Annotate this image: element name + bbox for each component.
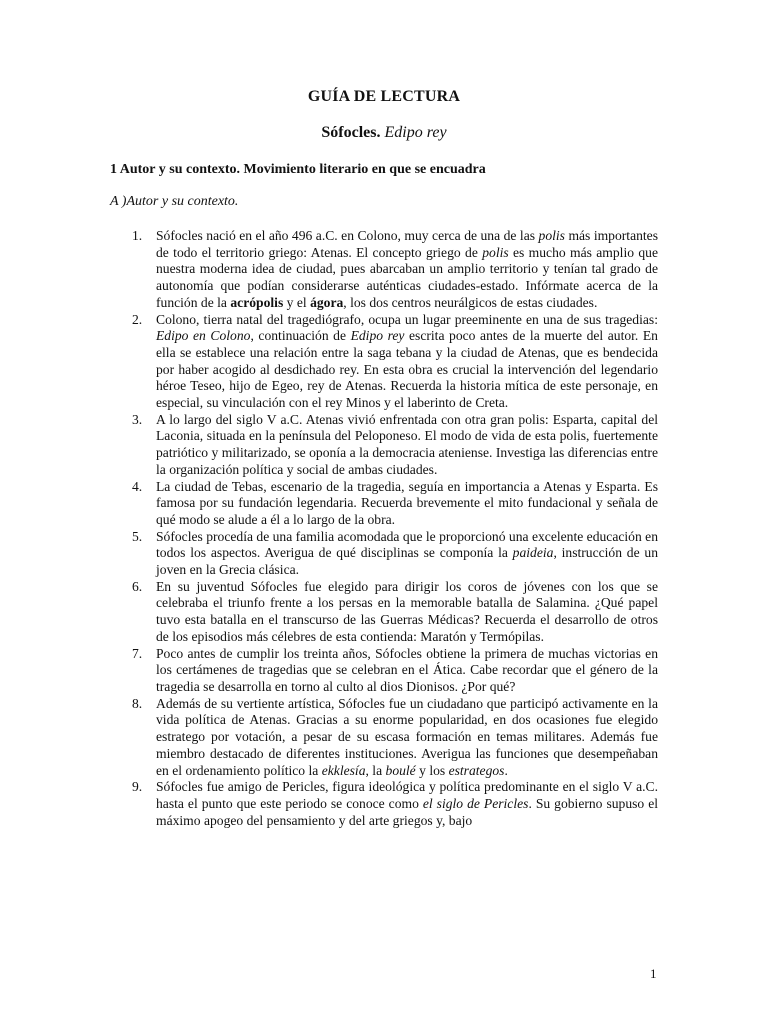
item-text: Poco antes de cumplir los treinta años, Sófocles obtiene la primera de muchas victorias en los certámenes de tragedias que se celebran en el Ática. Cabe recordar que el género de la tragedia se desarrolla en torno al culto al dios Dionisos. ¿Por qué? [156,645,658,694]
item-text: , los dos centros neurálgicos de estas ciudades. [343,294,598,310]
italic-term: polis [482,244,509,260]
subtitle-author: Sófocles. [321,124,381,141]
italic-term: estrategos [448,762,505,778]
item-text: y el [283,294,311,310]
italic-term: polis [538,228,565,243]
list-item [132,311,658,412]
list-item-number: 6. [132,578,143,594]
item-text: , continuación de [250,328,351,344]
item-text: A lo largo del siglo V a.C. Atenas vivió enfrentada con otra gran polis: Esparta, capital del Laconia, situada en la península del Peloponeso. El modo de vida de esta polis, fuertemente patriótico y militarizado, se oponía a la democracia ateniense. Investiga las diferencias entre la organización política y social de ambas ciudades. [156,411,658,477]
list-item [132,528,658,579]
item-text: , la [365,762,386,778]
list-item [132,411,658,479]
item-text: . [504,762,508,778]
list-item [132,228,659,312]
document-subtitle [0,124,768,142]
item-text: La ciudad de Tebas, escenario de la tragedia, seguía en importancia a Atenas y Esparta. Es famosa por su fundación legendaria. Recuerda brevemente el mito fundacional y señala de qué modo se alude a él a lo largo de la obra. [156,478,658,527]
item-text: y los [415,762,449,778]
document-title: GUÍA DE LECTURA [307,88,461,105]
item-text: más importantes de todo el territorio griego: Atenas. El concepto griego de [156,228,659,260]
bold-term: acrópolis [230,294,284,310]
item-text: Sófocles fue amigo de Pericles, figura ideológica y política predominante en el siglo V a.C. hasta el punto que este periodo se conoce como [156,779,658,811]
list-item-number: 4. [132,478,143,494]
item-text: En su juventud Sófocles fue elegido para dirigir los coros de jóvenes con los que se celebraba el triunfo frente a los persas en la memorable batalla de Salamina. ¿Qué papel tuvo esta batalla en el transcurso de las Guerras Médicas? Recuerda el desarrollo de otros de los episodios más célebres de esta contienda: Maratón y Termópilas. [156,578,658,644]
italic-term: ekklesía [321,762,366,778]
item-text: Sófocles nació en el año 496 a.C. en Colono, muy cerca de una de las [156,228,539,243]
item-text: . Su gobierno supuso el máximo apogeo del pensamiento y del arte griegos y, bajo [156,795,659,828]
section-heading: 1 Autor y su contexto. Movimiento literario en que se encuadra [110,162,486,177]
list-item-number: 2. [132,311,143,327]
list-item-number: 1. [132,228,143,243]
subsection-heading: A )Autor y su contexto. [110,194,239,209]
list-item-number: 5. [132,528,143,544]
list-item [132,645,658,696]
subtitle-work: Edipo rey [384,124,447,141]
list-item [132,478,658,529]
list-item [132,695,658,780]
question-list [132,228,659,829]
list-item [132,779,659,829]
italic-term: Edipo rey [350,328,405,344]
italic-term: boulé [385,762,416,778]
italic-term: paideia [512,545,554,561]
italic-term: el siglo de Pericles [422,795,529,811]
list-item-number: 3. [132,411,143,427]
italic-term: Edipo en Colono [156,328,251,344]
item-text: Sófocles procedía de una familia acomodada que le proporcionó una excelente educación en todos los aspectos. Averigua de qué disciplinas se componía la [156,528,658,561]
item-text: Además de su vertiente artística, Sófocles fue un ciudadano que participó activamente en la vida política de Atenas. Gracias a su enorme popularidad, en dos ocasiones fue elegido estratego por votación, a pesar de su escasa formación en temas militares. Además fue miembro destacado de diferentes instituciones. Averigua las funciones que desempeñaban en el ordenamiento político la [156,695,658,778]
list-item-number: 7. [132,645,143,661]
list-item [132,578,658,646]
bold-term: ágora [310,294,344,310]
list-item-number: 8. [132,695,143,711]
item-text: Colono, tierra natal del tragediógrafo, ocupa un lugar preeminente en una de sus tragedias: [156,311,658,327]
page-number: 1 [650,966,657,981]
item-text: es mucho más amplio que nuestra moderna idea de ciudad, pues abarcaban un amplio territorio y tenían tal grado de autonomía que podían considerarse auténticas ciudades-estado. Infórmate acerca de la función de la [156,244,658,310]
item-text: , instrucción de un joven en la Grecia clásica. [156,545,658,578]
list-item-number: 9. [132,779,143,795]
item-text: escrita poco antes de la muerte del autor. En ella se establece una relación entre la saga tebana y la ciudad de Atenas, que es bendecida por haber acogido al desdichado rey. En esta obra es crucial la intervención del legendario héroe Teseo, hijo de Egeo, rey de Atenas. Recuerda la historia mítica de este personaje, en especial, su vinculación con el rey Minos y el laberinto de Creta. [156,328,658,411]
